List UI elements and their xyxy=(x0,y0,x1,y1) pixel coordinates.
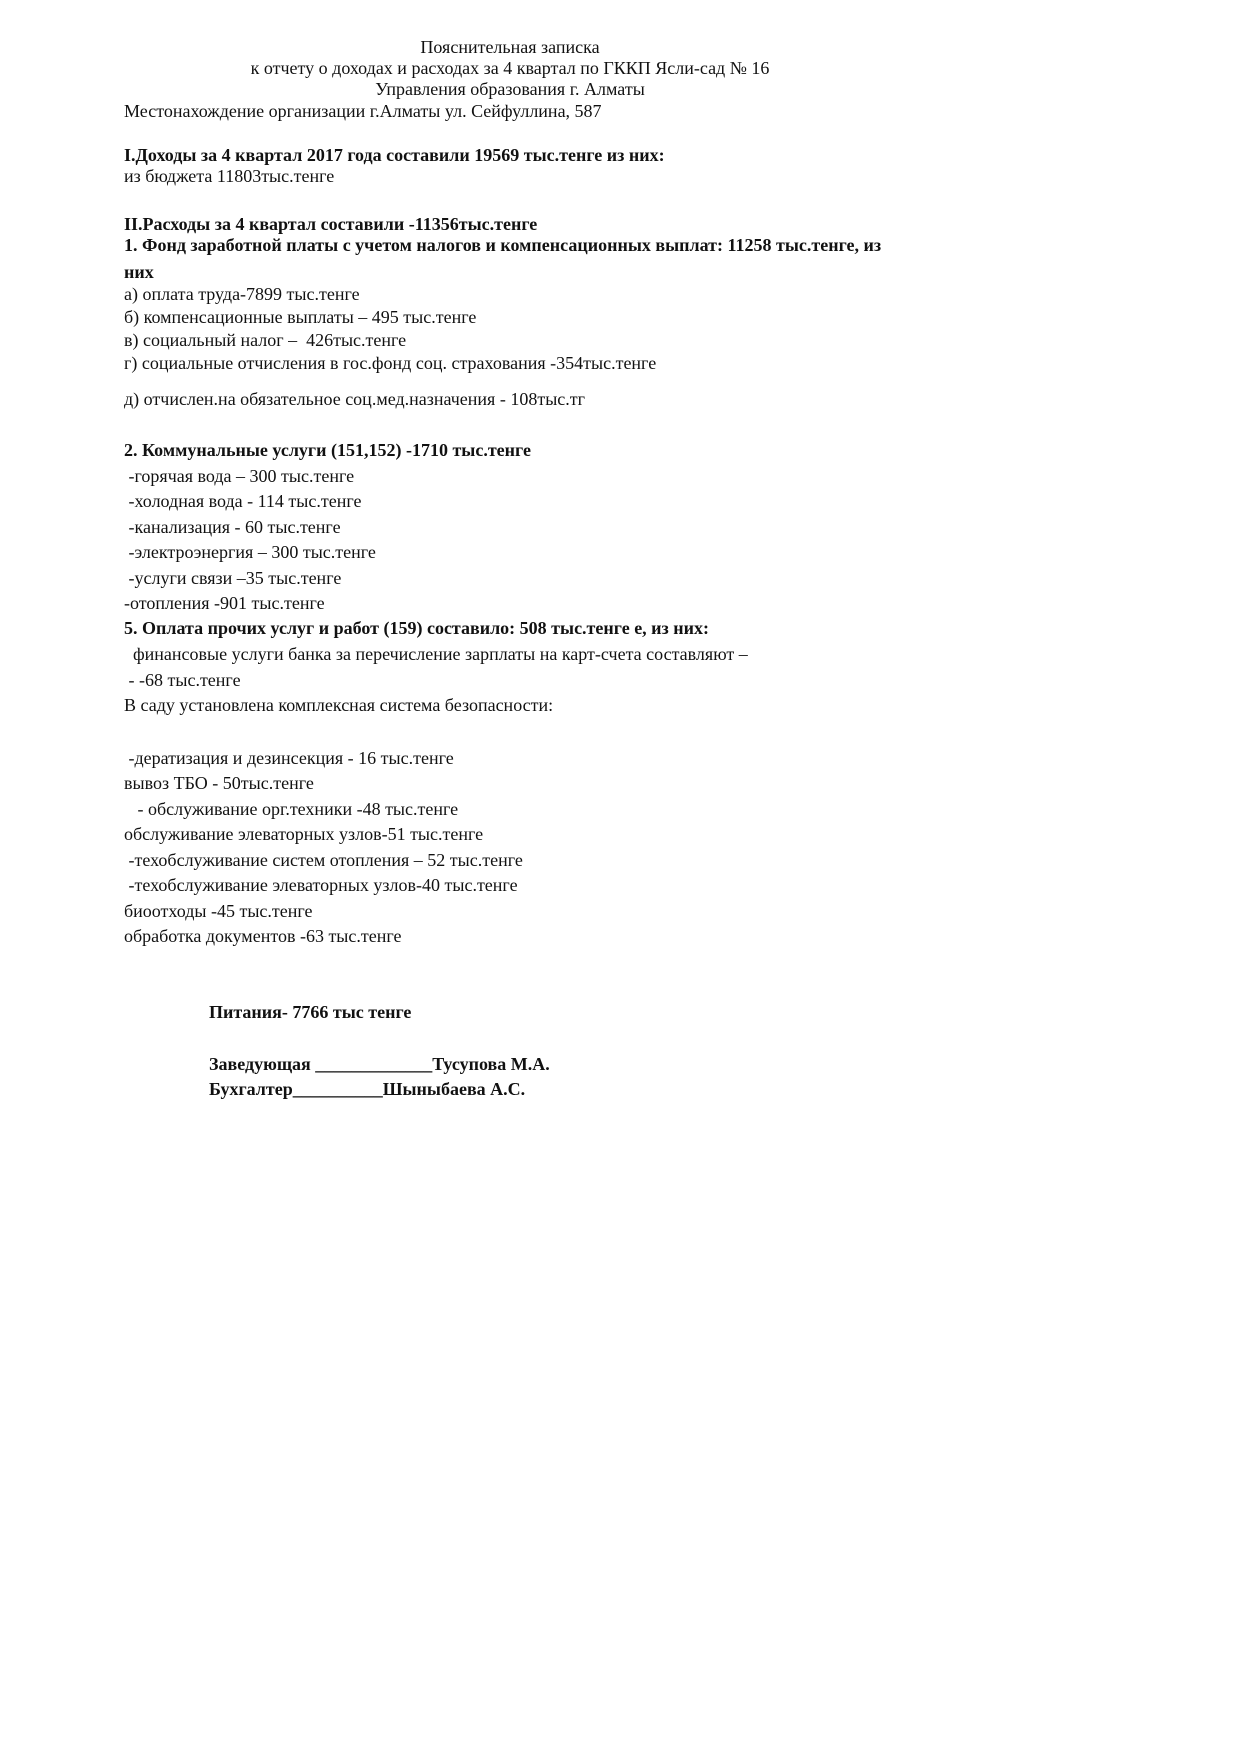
other-item: обработка документов -63 тыс.тенге xyxy=(124,926,402,946)
utilities-heading: 2. Коммунальные услуги (151,152) -1710 тыс.тенге xyxy=(124,440,531,460)
doc-location: Местонахождение организации г.Алматы ул. Сейфуллина, 587 xyxy=(124,101,602,121)
food-expense: Питания- 7766 тыс тенге xyxy=(209,1002,412,1022)
payroll-heading: 1. Фонд заработной платы с учетом налогов и компенсационных выплат: 11258 тыс.тенге, из xyxy=(124,235,882,255)
doc-department: Управления образования г. Алматы xyxy=(375,79,645,99)
payroll-item: б) компенсационные выплаты – 495 тыс.тенге xyxy=(124,307,477,327)
other-item: биоотходы -45 тыс.тенге xyxy=(124,901,313,921)
utilities-item: -горячая вода – 300 тыс.тенге xyxy=(124,466,355,486)
payroll-item: г) социальные отчисления в гос.фонд соц. страхования -354тыс.тенге xyxy=(124,353,657,373)
utilities-item: -канализация - 60 тыс.тенге xyxy=(124,517,341,537)
payroll-item: в) социальный налог – 426тыс.тенге xyxy=(124,330,407,350)
other-item: - -68 тыс.тенге xyxy=(124,670,241,690)
other-item: вывоз ТБО - 50тыс.тенге xyxy=(124,773,314,793)
signature-head: Заведующая _____________Тусупова М.А. xyxy=(209,1054,550,1074)
other-item: -техобслуживание элеваторных узлов-40 тыс.тенге xyxy=(124,875,518,895)
other-item: финансовые услуги банка за перечисление зарплаты на карт-счета составляют – xyxy=(124,644,748,664)
income-heading: I.Доходы за 4 квартал 2017 года составили 19569 тыс.тенге из них: xyxy=(124,145,665,165)
utilities-item: -холодная вода - 114 тыс.тенге xyxy=(124,491,362,511)
other-item: обслуживание элеваторных узлов-51 тыс.тенге xyxy=(124,824,484,844)
payroll-item: а) оплата труда-7899 тыс.тенге xyxy=(124,284,360,304)
signature-accountant: Бухгалтер__________Шыныбаева А.С. xyxy=(209,1079,526,1099)
doc-title: Пояснительная записка xyxy=(420,37,600,57)
payroll-item: д) отчислен.на обязательное соц.мед.назначения - 108тыс.тг xyxy=(124,389,586,409)
other-item: - обслуживание орг.техники -48 тыс.тенге xyxy=(124,799,459,819)
utilities-item: -электроэнергия – 300 тыс.тенге xyxy=(124,542,376,562)
other-item: -дератизация и дезинсекция - 16 тыс.тенге xyxy=(124,748,454,768)
expenses-heading: II.Расходы за 4 квартал составили -11356тыс.тенге xyxy=(124,214,538,234)
payroll-heading-cont: них xyxy=(124,262,154,282)
other-item: В саду установлена комплексная система безопасности: xyxy=(124,695,554,715)
income-budget: из бюджета 11803тыс.тенге xyxy=(124,166,335,186)
utilities-item: -услуги связи –35 тыс.тенге xyxy=(124,568,342,588)
doc-subtitle: к отчету о доходах и расходах за 4 квартал по ГККП Ясли-сад № 16 xyxy=(250,58,770,78)
other-item: -техобслуживание систем отопления – 52 тыс.тенге xyxy=(124,850,523,870)
other-services-heading: 5. Оплата прочих услуг и работ (159) составило: 508 тыс.тенге е, из них: xyxy=(124,618,710,638)
utilities-item: -отопления -901 тыс.тенге xyxy=(124,593,325,613)
